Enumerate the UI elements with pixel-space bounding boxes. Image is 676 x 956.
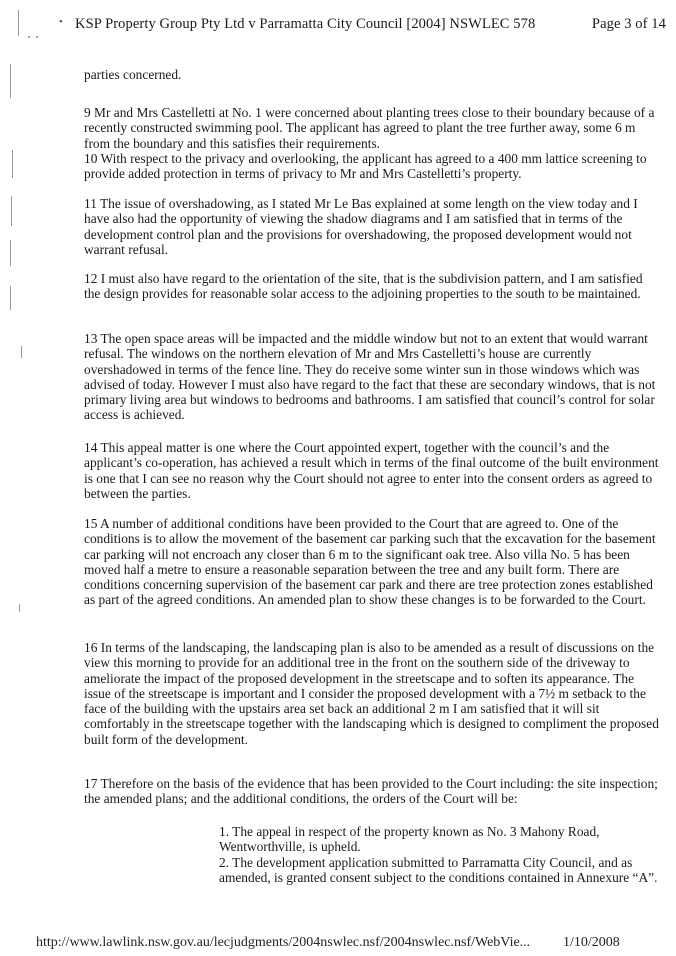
paragraph-12: 12 I must also have regard to the orientation of the site, that is the subdivision pattern, and I am satisfied the design provides for reasonable solar access to the adjoining properties to the south to be maintained. — [84, 271, 643, 302]
page-footer — [0, 935, 676, 956]
page-number: Page 3 of 14 — [591, 16, 666, 32]
paragraph-14: 14 This appeal matter is one where the Court appointed expert, together with the council’s and the applicant’s co-operation, has achieved a result which in terms of the final outcome of the built environment is one that I can see no reason why the Court should not agree to enter into the consent orders as agreed to between the parties. — [84, 440, 659, 501]
source-url: http://www.lawlink.nsw.gov.au/lecjudgments/2004nswlec.nsf/2004nswlec.nsf/WebVie... — [36, 935, 531, 950]
court-orders — [219, 824, 659, 885]
page-header — [0, 16, 676, 38]
paragraph-continued: parties concerned. — [84, 67, 182, 82]
print-date: 1/10/2008 — [563, 935, 620, 950]
paragraph-15: 15 A number of additional conditions have been provided to the Court that are agreed to. One of the conditions is to allow the movement of the basement car parking such that the excavation for the basement car parking will not encroach any closer than 6 m to the significant oak tree. Also villa No. 5 has been moved half a metre to ensure a reasonable separation between the tree and any built form. There are conditions concerning supervision of the basement car park and there are tree protection zones established as part of the agreed conditions. An amended plan to show these changes is to be forwarded to the Court. — [84, 516, 656, 608]
paragraph-13: 13 The open space areas will be impacted and the middle window but not to an extent that would warrant refusal. The windows on the northern elevation of Mr and Mrs Castelletti’s house are currently overshadowed in terms of the fence line. They do receive some winter sun in those windows which was advised of today. However I must also have regard to the fact that these are secondary windows, that is not primary living area but windows to bedrooms and bathrooms. I am satisfied that council’s control for solar access is achieved. — [84, 331, 656, 423]
paragraph-10: 10 With respect to the privacy and overlooking, the applicant has agreed to a 400 mm lattice screening to provide added protection in terms of privacy to Mr and Mrs Castelletti’s property. — [84, 151, 647, 182]
order-2: 2. The development application submitted to Parramatta City Council, and as amended, is granted consent subject to the conditions contained in Annexure “A”. — [219, 854, 658, 885]
paragraph-9: 9 Mr and Mrs Castelletti at No. 1 were concerned about planting trees close to their boundary because of a recently constructed swimming pool. The applicant has agreed to plant the tree further away, some 6 m from the boundary and this satisfies their requirements. — [84, 105, 655, 151]
paragraph-11: 11 The issue of overshadowing, as I stated Mr Le Bas explained at some length on the view today and I have also had the opportunity of viewing the shadow diagrams and I am satisfied that in terms of the development control plan and the provisions for overshadowing, the proposed development would not warrant refusal. — [84, 196, 638, 257]
order-1: 1. The appeal in respect of the property known as No. 3 Mahony Road, Wentworthville, is upheld. — [219, 824, 600, 855]
paragraph-16: 16 In terms of the landscaping, the landscaping plan is also to be amended as a result of discussions on the view this morning to provide for an additional tree in the front on the southern side of the driveway to ameliorate the impact of the proposed development in the streetscape and to soften its appearance. The issue of the streetscape is important and I consider the proposed development with a 7½ m setback to the face of the building with the upstairs area set back an additional 2 m I am satisfied that it will sit comfortably in the streetscape together with the landscaping which is designed to compliment the proposed built form of the development. — [84, 640, 659, 747]
header-bullet: • — [59, 16, 63, 28]
document-title: KSP Property Group Pty Ltd v Parramatta City Council [2004] NSWLEC 578 — [75, 16, 536, 32]
paragraph-17: 17 Therefore on the basis of the evidence that has been provided to the Court including: the site inspection; the amended plans; and the additional conditions, the orders of the Court will be: — [84, 776, 658, 807]
